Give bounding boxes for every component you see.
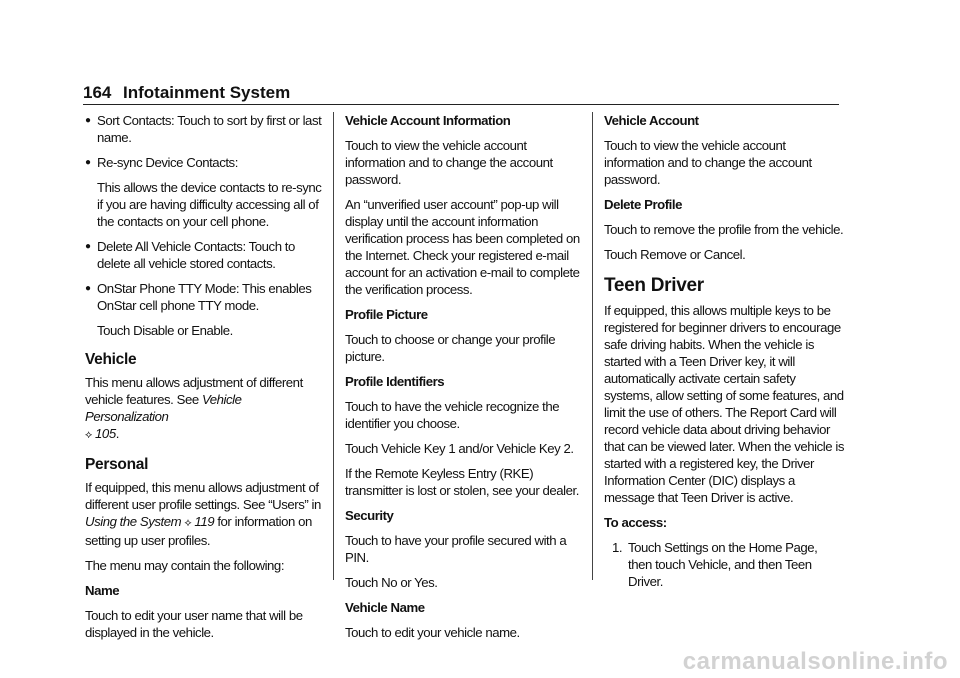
rke-text: If the Remote Keyless Entry (RKE) transmitter is lost or stolen, see your dealer. bbox=[345, 466, 579, 498]
column-left bbox=[85, 112, 325, 649]
resync-detail: This allows the device contacts to re-sync if you are having difficulty accessing all of the contacts on your cell phone. bbox=[97, 180, 322, 229]
vehicle-keys-text: Touch Vehicle Key 1 and/or Vehicle Key 2. bbox=[345, 441, 574, 456]
personal-text-end: for information on setting up user profiles. bbox=[85, 514, 312, 548]
vehicle-name-text: Touch to edit your vehicle name. bbox=[345, 625, 520, 640]
vehicle-personalization-link[interactable]: Vehicle Personalization bbox=[85, 392, 242, 424]
page-header bbox=[83, 83, 839, 105]
vehicle-paragraph: This menu allows adjustment of different vehicle features. See Vehicle Personalization ⟡ 105. bbox=[85, 375, 303, 441]
menu-intro: The menu may contain the following: bbox=[85, 558, 285, 573]
profile-picture-subheading: Profile Picture bbox=[345, 307, 428, 322]
teen-driver-heading: Teen Driver bbox=[604, 275, 704, 296]
no-yes-text: Touch No or Yes. bbox=[345, 575, 438, 590]
bullet-icon: ● bbox=[85, 241, 91, 252]
bullet-icon: ● bbox=[85, 157, 91, 168]
profile-identifiers-subheading: Profile Identifiers bbox=[345, 374, 445, 389]
vehicle-text: This menu allows adjustment of different vehicle features. See bbox=[85, 375, 303, 407]
remove-cancel-text: Touch Remove or Cancel. bbox=[604, 247, 746, 262]
vehicle-page-ref[interactable]: 105 bbox=[95, 426, 116, 441]
personal-text: If equipped, this menu allows adjustment of different user profile settings. See “Users” in bbox=[85, 480, 321, 512]
delete-profile-subheading: Delete Profile bbox=[604, 197, 682, 212]
profile-picture-text: Touch to choose or change your profile picture. bbox=[345, 332, 556, 364]
personal-paragraph bbox=[85, 479, 325, 549]
column-divider-1 bbox=[333, 112, 334, 580]
popup-text: An “unverified user account” pop-up will display until the account information verification process has been completed on the Internet. Check your registered e-mail account for an activation e-mail to complete the verification process. bbox=[345, 197, 580, 297]
bullet-text: Delete All Vehicle Contacts: Touch to delete all vehicle stored contacts. bbox=[97, 239, 295, 271]
bullet-tty-mode bbox=[85, 280, 325, 314]
security-subheading: Security bbox=[345, 508, 394, 523]
bullet-resync-contacts bbox=[85, 154, 325, 171]
page-ref-icon: ⟡ bbox=[184, 517, 192, 529]
delete-profile-text: Touch to remove the profile from the vehicle. bbox=[604, 222, 844, 237]
tty-detail: Touch Disable or Enable. bbox=[97, 323, 233, 338]
vehicle-account-info-subheading: Vehicle Account Information bbox=[345, 113, 511, 128]
using-system-link[interactable]: Using the System bbox=[85, 514, 182, 529]
profile-identifiers-text: Touch to have the vehicle recognize the identifier you choose. bbox=[345, 399, 560, 431]
vehicle-name-subheading: Vehicle Name bbox=[345, 600, 425, 615]
access-steps bbox=[604, 539, 844, 590]
vehicle-account-info-text: Touch to view the vehicle account information and to change the account password. bbox=[345, 138, 553, 187]
column-divider-2 bbox=[592, 112, 593, 580]
bullet-icon: ● bbox=[85, 283, 91, 294]
page-number: 164 bbox=[83, 83, 112, 102]
teen-driver-text: If equipped, this allows multiple keys to be registered for beginner drivers to encourage safe driving habits. When the vehicle is started with a Teen Driver key, it will automatically activate certain safety systems, allow setting of some features, and limit the use of others. The Report Card will record vehicle data about driving behavior that can be viewed later. When the vehicle is started with a registered key, the Driver Information Center (DIC) displays a message that Teen Driver is active. bbox=[604, 303, 844, 505]
security-text: Touch to have your profile secured with a PIN. bbox=[345, 533, 567, 565]
to-access-subheading: To access: bbox=[604, 515, 667, 530]
vehicle-account-text: Touch to view the vehicle account information and to change the account password. bbox=[604, 138, 812, 187]
vehicle-account-subheading: Vehicle Account bbox=[604, 113, 699, 128]
column-middle bbox=[345, 112, 585, 649]
bullet-delete-contacts bbox=[85, 238, 325, 272]
step-text: Touch Settings on the Home Page, then touch Vehicle, and then Teen Driver. bbox=[628, 540, 818, 589]
bullet-text: Sort Contacts: Touch to sort by first or last name. bbox=[97, 113, 322, 145]
bullet-text: Re-sync Device Contacts: bbox=[97, 155, 238, 170]
personal-page-ref[interactable]: 119 bbox=[194, 514, 215, 529]
name-subheading: Name bbox=[85, 583, 120, 598]
bullet-text: OnStar Phone TTY Mode: This enables OnStar cell phone TTY mode. bbox=[97, 281, 312, 313]
bullet-sort-contacts bbox=[85, 112, 325, 146]
watermark: carmanualsonline.info bbox=[682, 648, 948, 675]
vehicle-heading: Vehicle bbox=[85, 351, 137, 368]
page-ref-icon: ⟡ bbox=[85, 429, 92, 441]
bullet-icon: ● bbox=[85, 115, 91, 126]
section-title: Infotainment System bbox=[123, 83, 291, 102]
header-divider bbox=[83, 104, 839, 105]
personal-heading: Personal bbox=[85, 456, 149, 473]
list-item bbox=[604, 539, 844, 590]
name-text: Touch to edit your user name that will be displayed in the vehicle. bbox=[85, 608, 303, 640]
column-right bbox=[604, 112, 844, 590]
step-number: 1. bbox=[612, 540, 623, 555]
